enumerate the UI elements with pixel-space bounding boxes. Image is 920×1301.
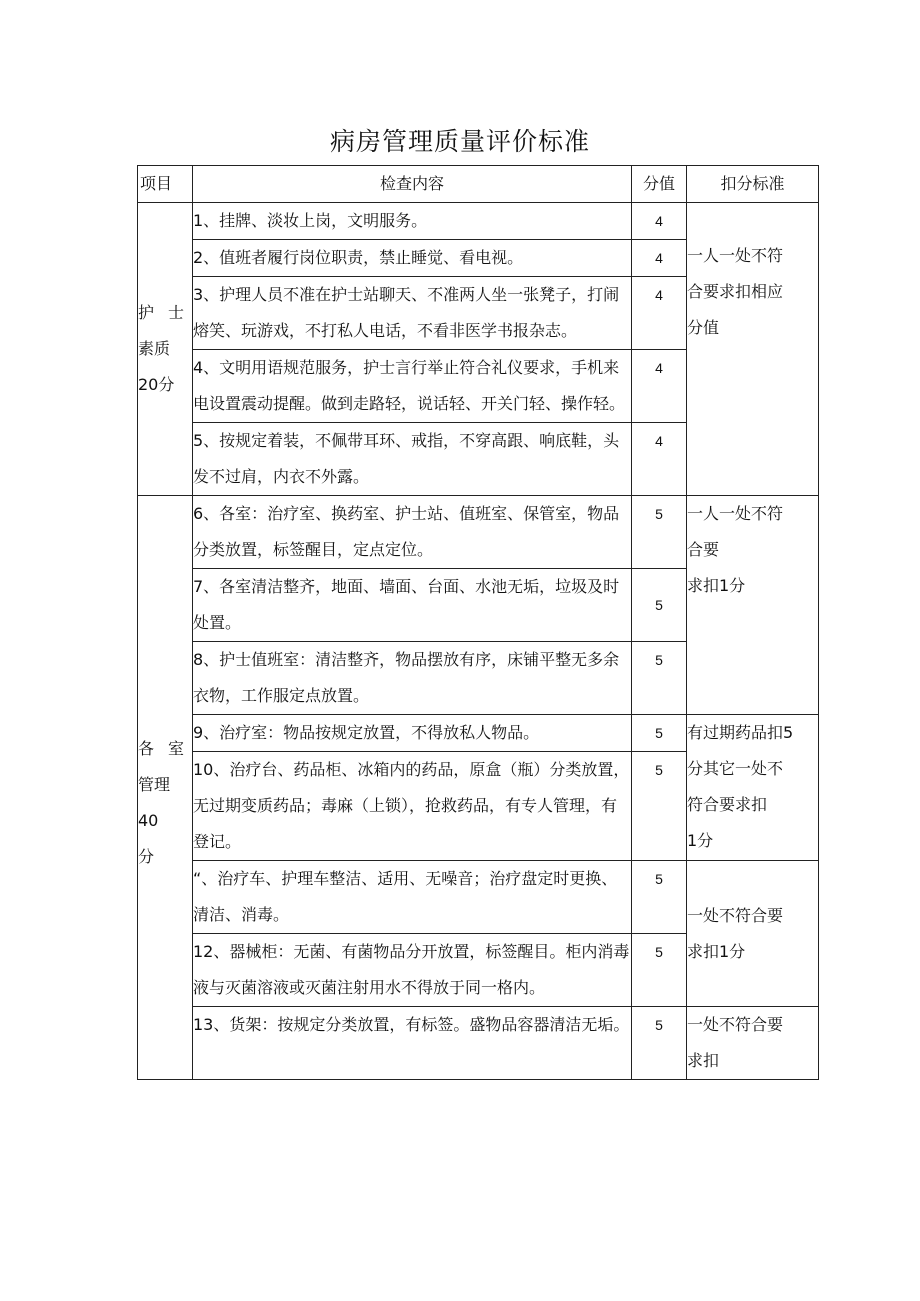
table-row (138, 496, 819, 569)
table-row (138, 715, 819, 752)
row-content: 1、挂牌、淡妆上岗，文明服务。 (193, 203, 632, 240)
row-content: 13、货架：按规定分类放置，有标签。盛物品容器清洁无垢。 (193, 1007, 632, 1080)
row-score: 4 (632, 350, 687, 423)
row-score: 5 (632, 1007, 687, 1080)
page-title: 病房管理质量评价标准 (329, 127, 590, 156)
standard-line: 求扣1分 (687, 576, 746, 595)
row-content: 3、护理人员不准在护士站聊天、不准两人坐一张凳子，打闹熔笑、玩游戏，不打私人电话，不看非医学书报杂志。 (193, 277, 632, 350)
standard-line: 一处不符合要 (687, 905, 784, 925)
row-score: 4 (632, 277, 687, 350)
section-item-line: 20分 (138, 375, 175, 394)
row-content: 7、各室清洁整齐，地面、墙面、台面、水池无垢，垃圾及时处置。 (193, 569, 632, 642)
header-row (138, 166, 819, 203)
standard-room-a (687, 496, 819, 715)
table-row (138, 1007, 819, 1080)
section-item-char: 护 (138, 303, 155, 322)
row-score: 5 (632, 752, 687, 861)
row-score: 5 (632, 934, 687, 1007)
section-item-line: 40 (138, 811, 159, 830)
standard-room-c (687, 861, 819, 1007)
table-row (138, 861, 819, 934)
standard-line: 一人一处不符 (687, 246, 784, 265)
row-content: 5、按规定着装，不佩带耳环、戒指，不穿高跟、响底鞋，头发不过肩，内衣不外露。 (193, 423, 632, 496)
table-row (138, 203, 819, 240)
row-score: 5 (632, 715, 687, 752)
row-content: 8、护士值班室：清洁整齐，物品摆放有序，床铺平整无多余衣物，工作服定点放置。 (193, 642, 632, 715)
section-item-line: 管理 (138, 775, 171, 794)
standard-room-d (687, 1007, 819, 1080)
section-item-line: 素质 (138, 339, 171, 358)
standard-line: 合要求扣相应 (687, 282, 784, 301)
row-score: 5 (632, 569, 687, 642)
row-score: 5 (632, 496, 687, 569)
row-content: 10、治疗台、药品柜、冰箱内的药品，原盒（瓶）分类放置，无过期变质药品；毒麻（上锁），抢救药品，有专人管理，有登记。 (193, 752, 632, 861)
standard-line: 一处不符合要 (687, 1015, 784, 1034)
row-content: 4、文明用语规范服务，护士言行举止符合礼仪要求，手机来电设置震动提醒。做到走路轻，说话轻、开关门轻、操作轻。 (193, 350, 632, 423)
header-item: 项目 (138, 166, 193, 203)
header-score: 分值 (632, 166, 687, 203)
section-item-char: 室 (167, 739, 184, 758)
row-score: 4 (632, 203, 687, 240)
row-score: 5 (632, 861, 687, 934)
standard-line: 1分 (687, 831, 714, 850)
standard-line: 分其它一处不 (687, 759, 784, 778)
header-standard: 扣分标准 (687, 166, 819, 203)
row-score: 4 (632, 240, 687, 277)
section-item-line: 分 (138, 847, 155, 866)
standard-line: 合要 (687, 540, 720, 559)
section-item-char: 士 (167, 303, 184, 322)
standard-nurse (687, 203, 819, 496)
row-content: 6、各室：治疗室、换药室、护士站、值班室、保管室，物品分类放置，标签醒目，定点定位。 (193, 496, 632, 569)
header-content: 检查内容 (193, 166, 632, 203)
row-content: 12、器械柜：无菌、有菌物品分开放置，标签醒目。柜内消毒液与灭菌溶液或灭菌注射用水不得放于同一格内。 (193, 934, 632, 1007)
row-score: 5 (632, 642, 687, 715)
standard-line: 一人一处不符 (687, 504, 784, 523)
section-nurse-quality (138, 203, 193, 496)
row-content: 2、值班者履行岗位职责，禁止睡觉、看电视。 (193, 240, 632, 277)
standard-line: 分值 (687, 318, 720, 337)
standard-line: 求扣1分 (687, 941, 746, 961)
standard-line: 有过期药品扣5 (687, 723, 794, 742)
section-room-management (138, 496, 193, 1080)
standard-line: 符合要求扣 (687, 795, 768, 814)
row-content: “、治疗车、护理车整洁、适用、无噪音；治疗盘定时更换、清洁、消毒。 (193, 861, 632, 934)
evaluation-table (137, 165, 819, 1080)
section-item-char: 各 (138, 739, 155, 758)
standard-line: 求扣 (687, 1051, 720, 1070)
standard-room-b (687, 715, 819, 861)
row-content: 9、治疗室：物品按规定放置，不得放私人物品。 (193, 715, 632, 752)
row-score: 4 (632, 423, 687, 496)
